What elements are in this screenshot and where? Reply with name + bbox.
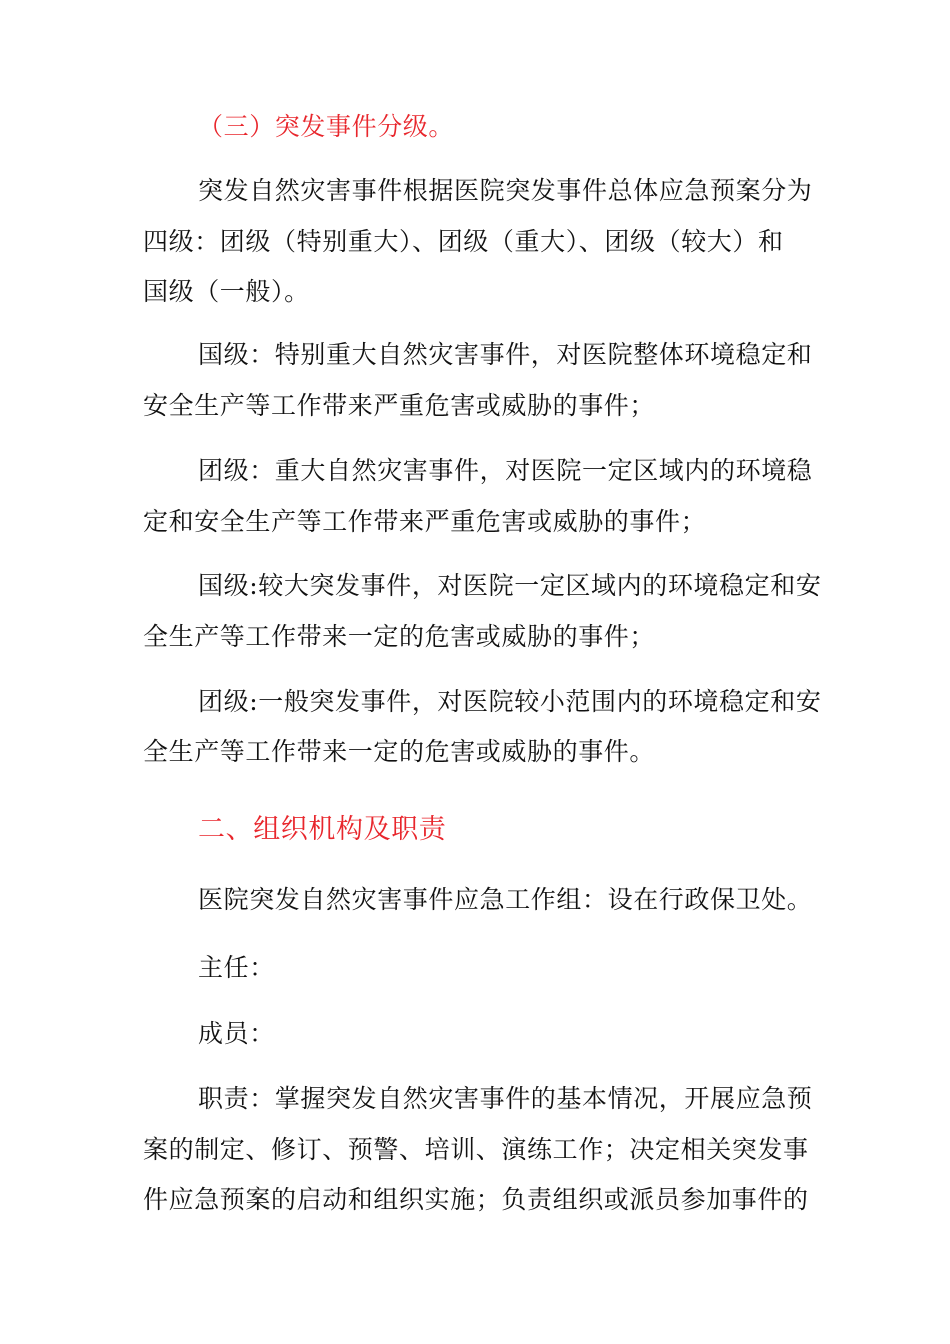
paragraph-line: 国级:较大突发事件，对医院一定区域内的环境稳定和安 [198,571,822,600]
paragraph-line: 全生产等工作带来一定的危害或威胁的事件。 [143,737,656,766]
paragraph-line: 职责：掌握突发自然灾害事件的基本情况，开展应急预 [198,1084,813,1113]
paragraph-line: 医院突发自然灾害事件应急工作组：设在行政保卫处。 [198,885,813,914]
paragraph-line: 国级：特别重大自然灾害事件，对医院整体环境稳定和 [198,340,813,369]
paragraph-line: 定和安全生产等工作带来严重危害或威胁的事件； [143,507,707,536]
paragraph-line: 件应急预案的启动和组织实施；负责组织或派员参加事件的 [143,1185,809,1214]
director-label: 主任： [198,953,275,982]
paragraph-line: 国级（一般）。 [143,277,310,306]
paragraph-line: 案的制定、修订、预警、培训、演练工作；决定相关突发事 [143,1135,809,1164]
section-heading-organization: 二、组织机构及职责 [198,814,447,845]
paragraph-line: 安全生产等工作带来严重危害或威胁的事件； [143,391,656,420]
paragraph-line: 团级:一般突发事件，对医院较小范围内的环境稳定和安 [198,687,822,716]
members-label: 成员： [198,1019,275,1048]
paragraph-line: 全生产等工作带来一定的危害或威胁的事件； [143,622,656,651]
paragraph-line: 团级：重大自然灾害事件，对医院一定区域内的环境稳 [198,456,813,485]
paragraph-line: 四级：团级（特别重大）、团级（重大）、团级（较大）和 [143,227,784,256]
paragraph-line: 突发自然灾害事件根据医院突发事件总体应急预案分为 [198,176,813,205]
section-heading-grading: （三）突发事件分级。 [198,112,455,141]
